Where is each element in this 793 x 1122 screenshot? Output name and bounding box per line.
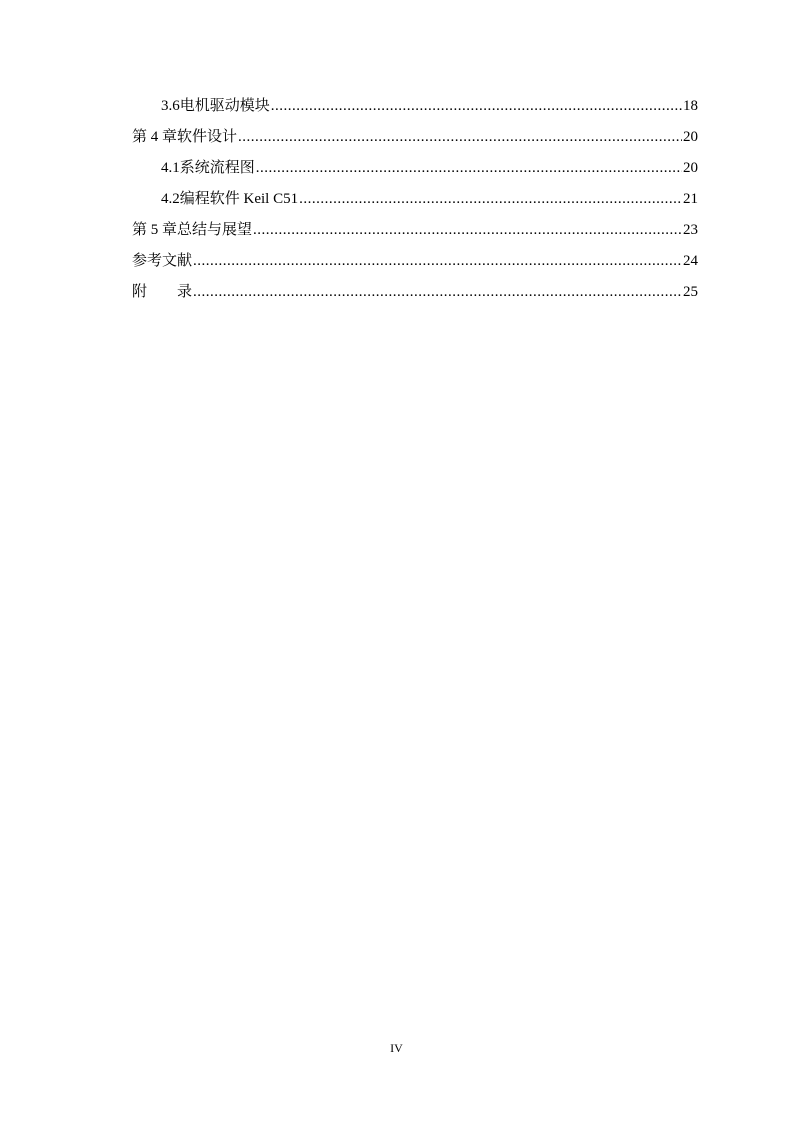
toc-entry-title: 系统流程图 (179, 160, 255, 176)
toc-entry-number: 4.1 (161, 160, 180, 176)
page-number: IV (390, 1041, 403, 1055)
toc-entry-title: 附 录 (132, 284, 193, 300)
toc-entry-title: 编程软件 Keil C51 (179, 191, 299, 207)
toc-entry-title: 软件设计 (177, 129, 238, 145)
toc-entry-chapter-4[interactable] (132, 125, 698, 156)
toc-dot-leader (271, 94, 682, 118)
toc-entry-number: 第 5 章 (132, 222, 178, 238)
toc-entry-title: 电机驱动模块 (179, 98, 270, 114)
toc-dot-leader (253, 218, 682, 242)
toc-entry-page: 21 (683, 191, 698, 207)
toc-dot-leader (238, 125, 682, 149)
page-footer (0, 1041, 793, 1056)
toc-entry-page: 20 (683, 160, 698, 176)
toc-entry-page: 20 (683, 129, 698, 145)
toc-dot-leader (299, 187, 682, 211)
toc-entry-4-1[interactable] (132, 156, 698, 187)
toc-entry-page: 18 (683, 98, 698, 114)
toc-entry-number: 3.6 (161, 98, 180, 114)
toc-entry-title: 参考文献 (132, 253, 193, 269)
toc-dot-leader (193, 280, 682, 304)
toc-entry-3-6[interactable] (132, 94, 698, 125)
toc-entry-number: 4.2 (161, 191, 180, 207)
toc-entry-page: 25 (683, 284, 698, 300)
toc-entry-appendix[interactable] (132, 280, 698, 311)
table-of-contents (132, 94, 698, 311)
toc-entry-title: 总结与展望 (177, 222, 253, 238)
toc-entry-references[interactable] (132, 249, 698, 280)
toc-entry-4-2[interactable] (132, 187, 698, 218)
toc-entry-chapter-5[interactable] (132, 218, 698, 249)
toc-dot-leader (256, 156, 682, 180)
toc-dot-leader (193, 249, 682, 273)
toc-entry-page: 24 (683, 253, 698, 269)
toc-entry-page: 23 (683, 222, 698, 238)
toc-entry-number: 第 4 章 (132, 129, 178, 145)
